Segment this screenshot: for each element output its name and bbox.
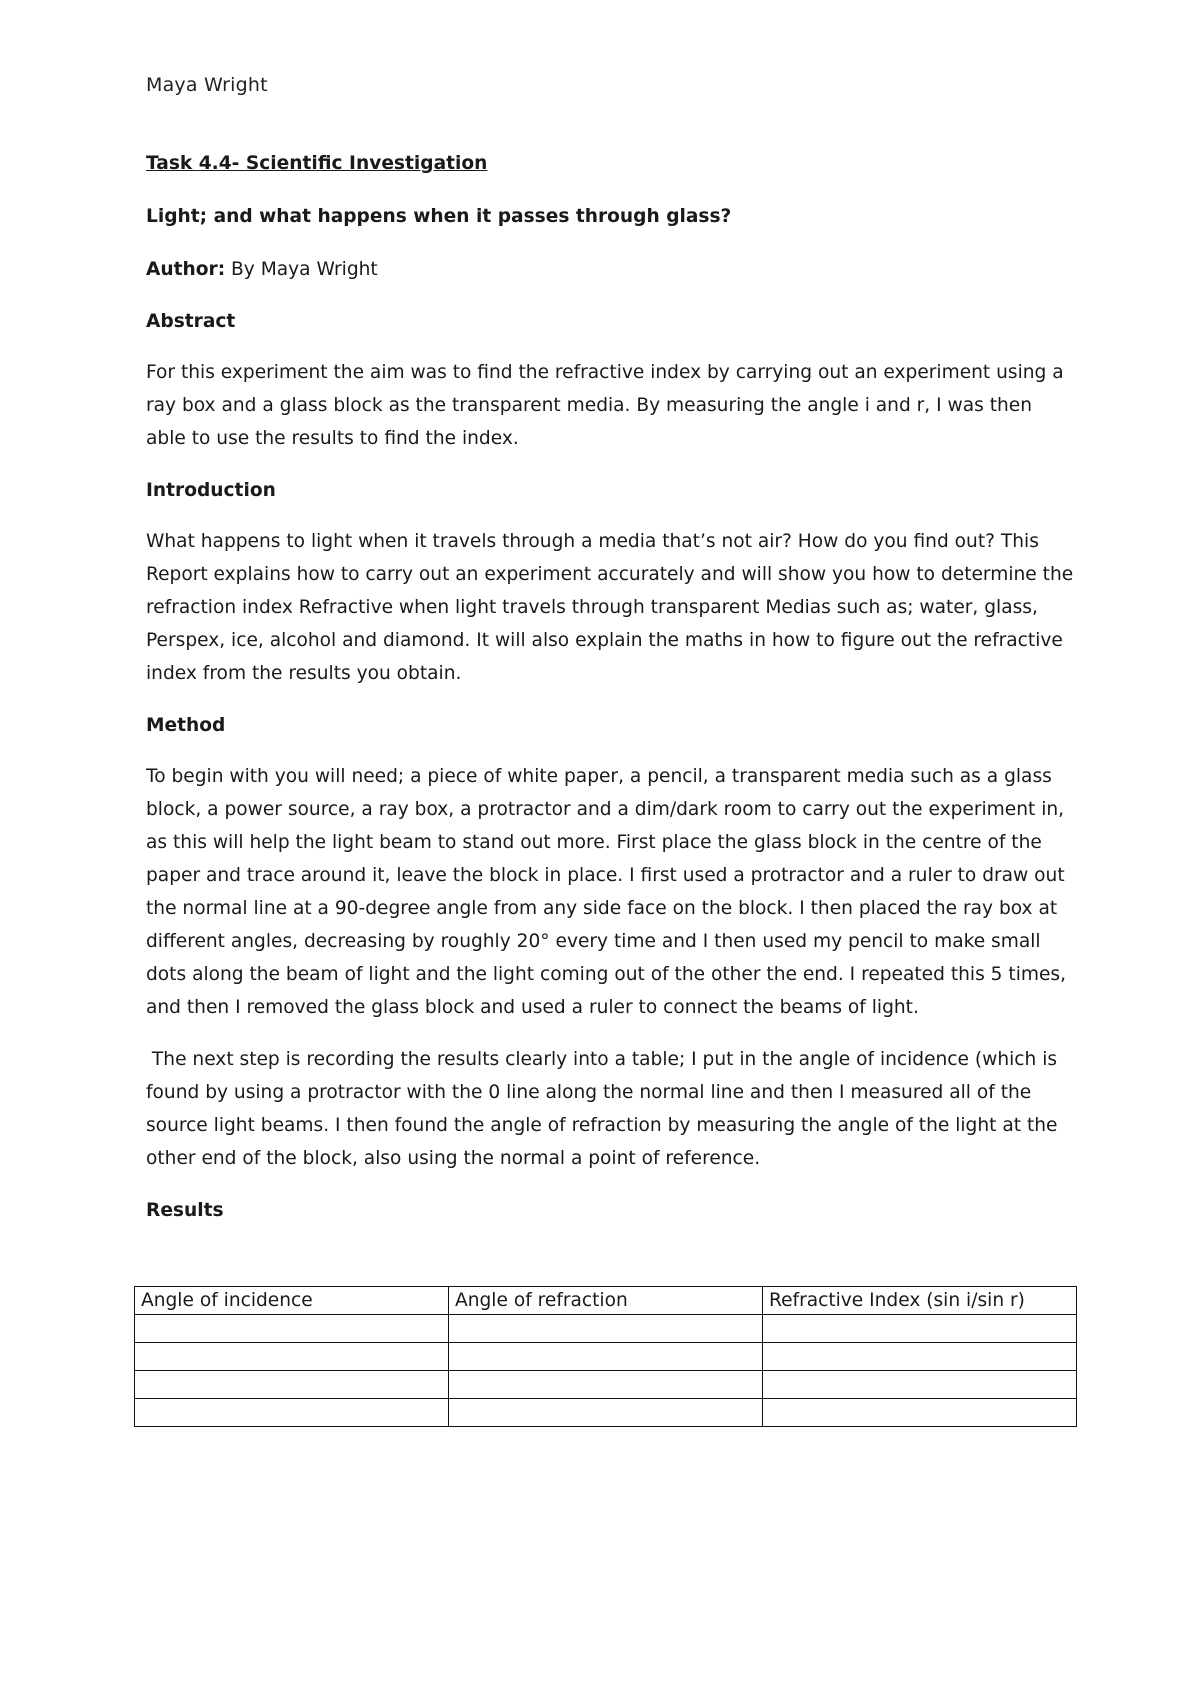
method-heading: Method xyxy=(146,715,226,736)
document-body xyxy=(146,147,1076,1245)
table-row xyxy=(135,1343,1077,1371)
table-cell xyxy=(135,1315,449,1343)
abstract-text: For this experiment the aim was to find the refractive index by carrying out an experiment using a ray box and a glass block as the transparent media. By measuring the angle i and r, I was then able to use the results to find the index. xyxy=(146,362,1064,449)
table-row xyxy=(135,1315,1077,1343)
abstract-heading: Abstract xyxy=(146,311,236,332)
task-title: Task 4.4- Scientific Investigation xyxy=(146,153,488,174)
table-cell xyxy=(449,1343,763,1371)
method-paragraph-1: To begin with you will need; a piece of white paper, a pencil, a transparent media such as a glass block, a power source, a ray box, a protractor and a dim/dark room to carry out the experiment in, as this will help the light beam to stand out more. First place the glass block in the centre of the paper and trace around it, leave the block in place. I first used a protractor and a ruler to draw out the normal line at a 90-degree angle from any side face on the block. I then placed the ray box at different angles, decreasing by roughly 20° every time and I then used my pencil to make small dots along the beam of light and the light coming out of the other the end. I repeated this 5 times, and then I removed the glass block and used a ruler to connect the beams of light. xyxy=(146,766,1067,1018)
author-label: Author: xyxy=(146,259,226,280)
table-row xyxy=(135,1399,1077,1427)
table-header-refractive-index: Refractive Index (sin i/sin r) xyxy=(763,1287,1077,1315)
author-value: By Maya Wright xyxy=(225,259,378,280)
results-table xyxy=(134,1286,1077,1427)
author-line xyxy=(146,253,1076,286)
table-cell xyxy=(763,1399,1077,1427)
table-cell xyxy=(135,1371,449,1399)
table-cell xyxy=(763,1343,1077,1371)
page-header-name: Maya Wright xyxy=(146,74,268,96)
report-subtitle: Light; and what happens when it passes through glass? xyxy=(146,206,732,227)
results-heading: Results xyxy=(146,1200,224,1221)
table-header-angle-of-refraction: Angle of refraction xyxy=(449,1287,763,1315)
method-paragraph-2: The next step is recording the results clearly into a table; I put in the angle of incidence (which is found by using a protractor with the 0 line along the normal line and then I measured all of the source light beams. I then found the angle of refraction by measuring the angle of the light at the other end of the block, also using the normal a point of reference. xyxy=(146,1049,1064,1169)
table-cell xyxy=(763,1371,1077,1399)
table-cell xyxy=(763,1315,1077,1343)
introduction-text: What happens to light when it travels through a media that’s not air? How do you find out? This Report explains how to carry out an experiment accurately and will show you how to determine the refraction index Refractive when light travels through transparent Medias such as; water, glass, Perspex, ice, alcohol and diamond. It will also explain the maths in how to figure out the refractive index from the results you obtain. xyxy=(146,531,1074,684)
table-row xyxy=(135,1371,1077,1399)
results-table-header-row xyxy=(135,1287,1077,1315)
table-cell xyxy=(135,1343,449,1371)
table-header-angle-of-incidence: Angle of incidence xyxy=(135,1287,449,1315)
table-cell xyxy=(449,1371,763,1399)
table-cell xyxy=(449,1315,763,1343)
introduction-heading: Introduction xyxy=(146,480,276,501)
table-cell xyxy=(449,1399,763,1427)
table-cell xyxy=(135,1399,449,1427)
